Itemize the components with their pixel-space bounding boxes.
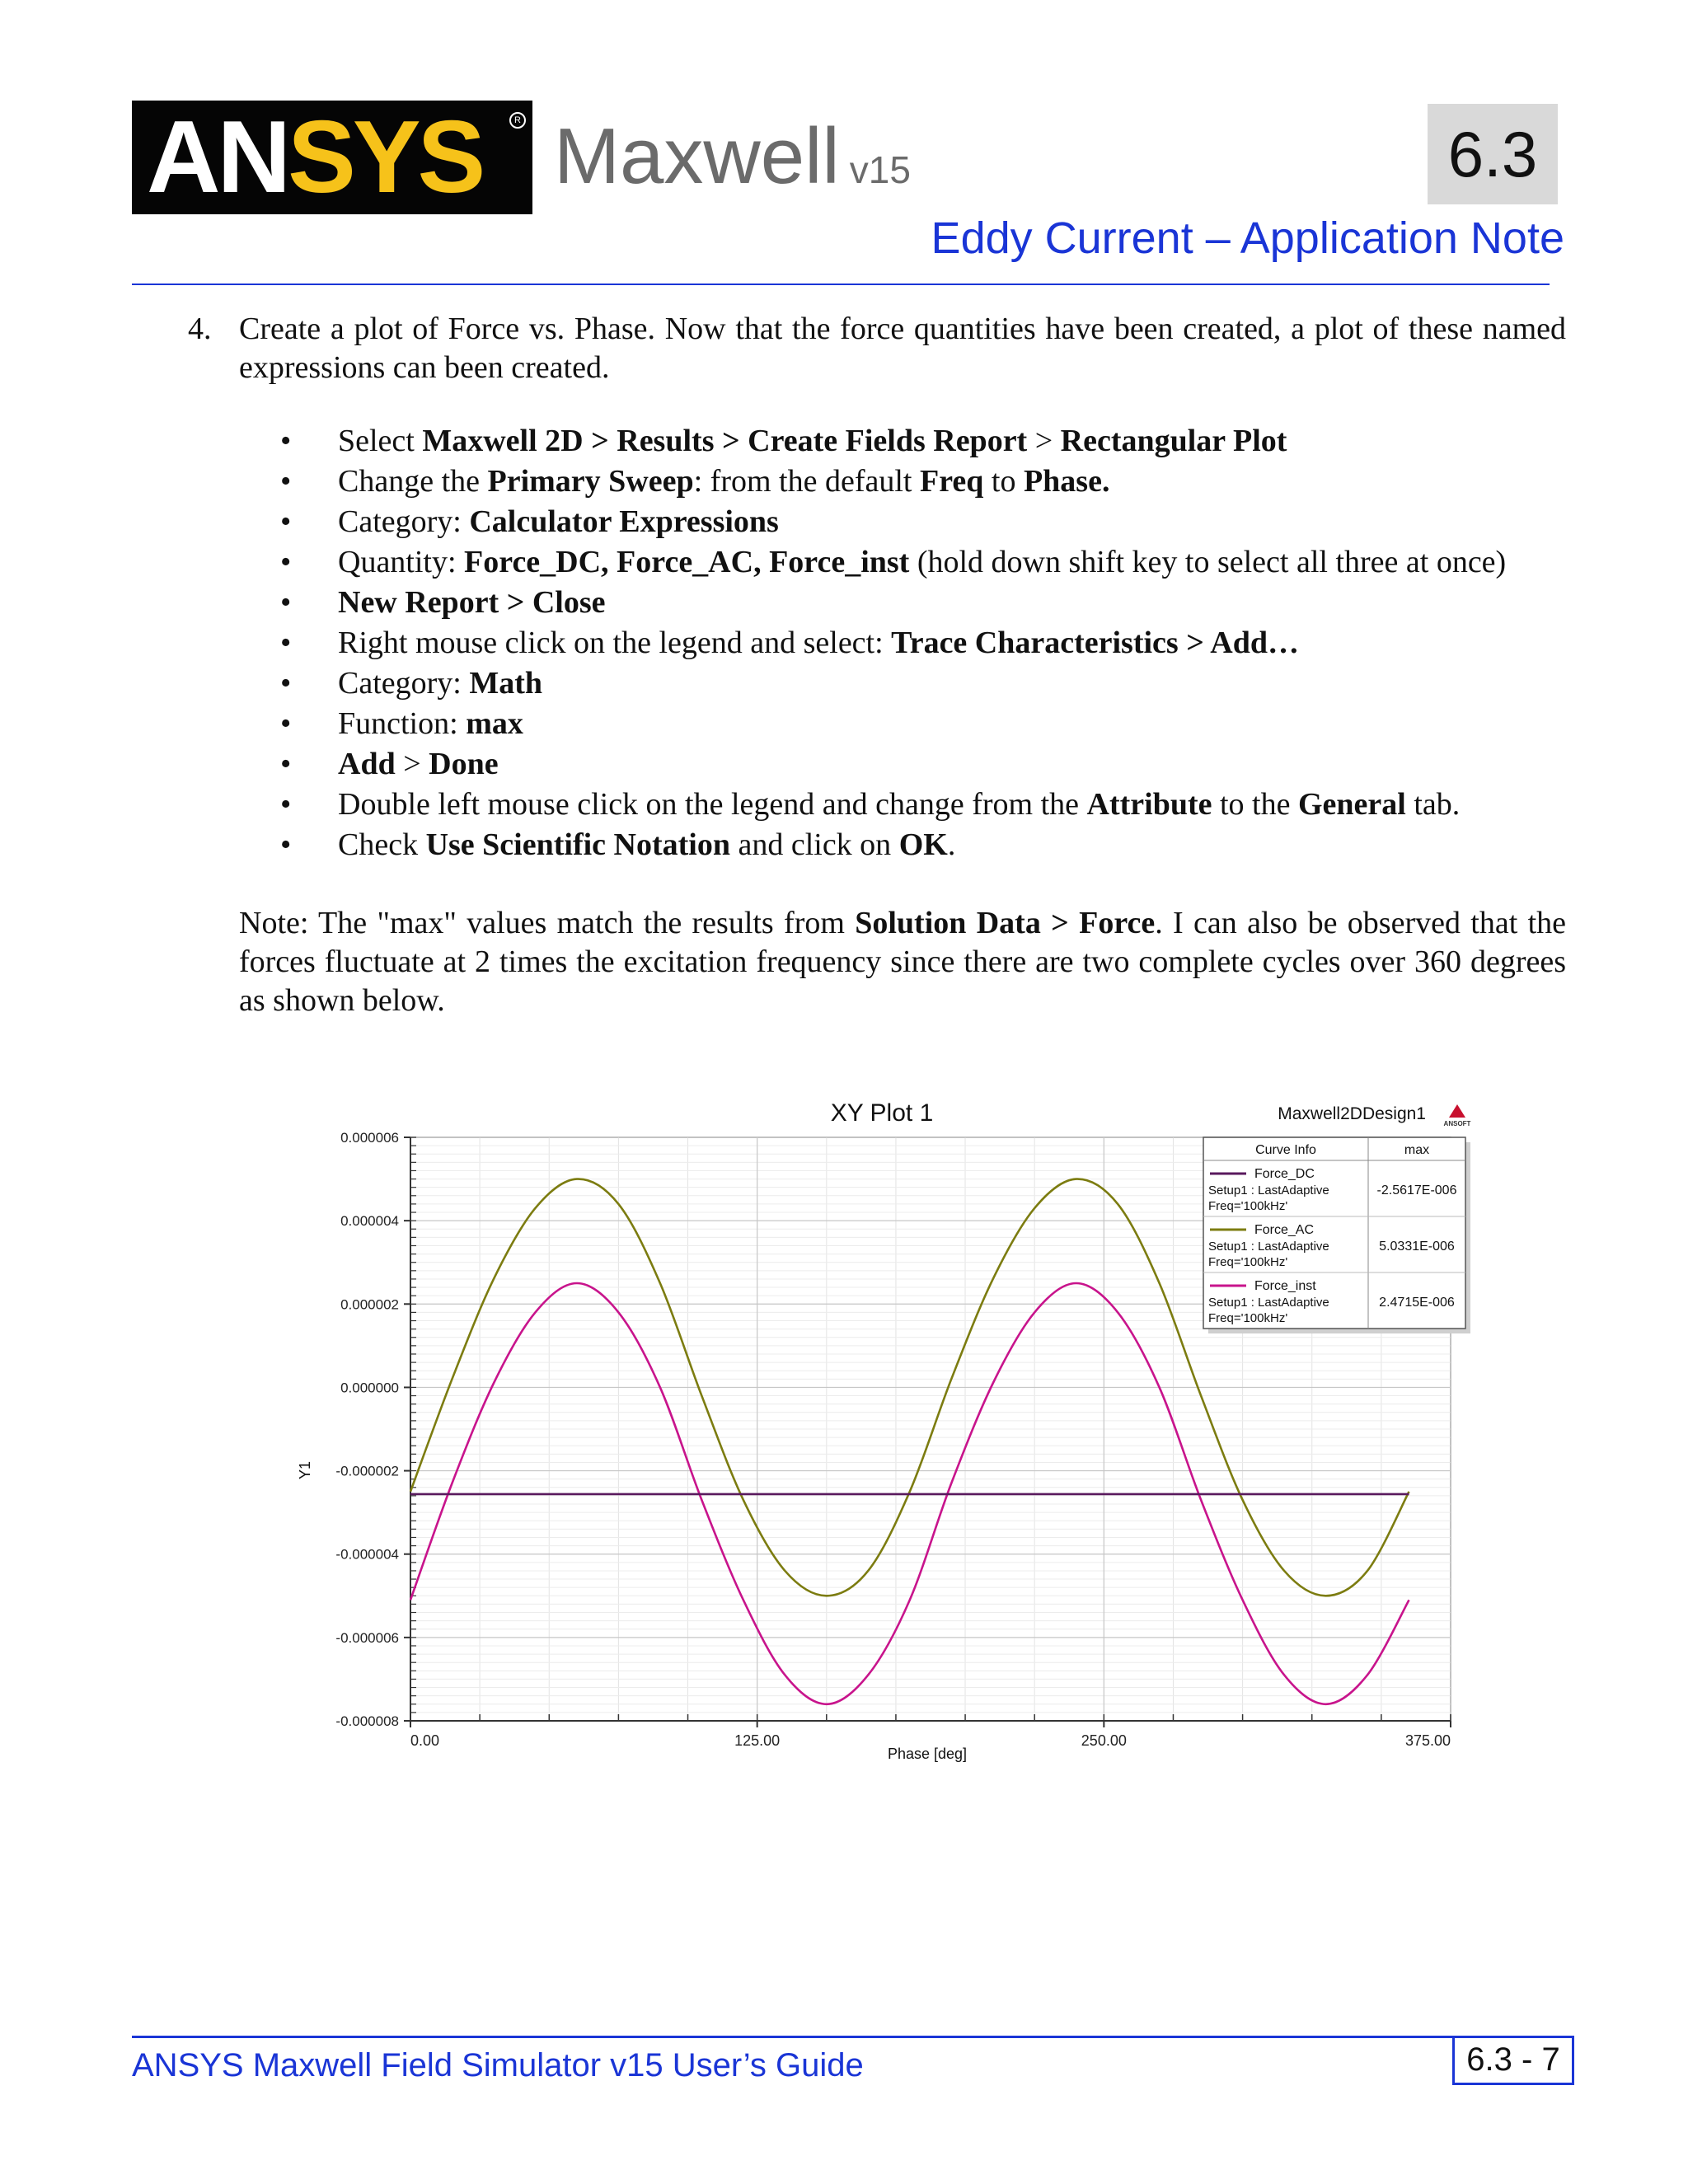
bullet-marker [239,462,338,501]
list-item-text [338,422,1566,461]
list-item-text-run: Category: [338,504,470,539]
brand-label: ANSOFT [1443,1120,1471,1127]
note-paragraph [239,904,1566,1020]
list-item-text [338,785,1566,824]
product-version: v15 [849,148,911,191]
list-item-text-run: Done [429,747,499,781]
list-item-text [338,705,1566,743]
footer-divider [132,2036,1574,2038]
registered-mark: R [509,112,526,129]
list-item [239,826,1566,866]
list-item-text-run: : from the default [693,464,920,499]
list-item-text-run: Math [469,666,543,701]
ansys-logo [132,101,532,214]
list-item-text-run: Phase. [1023,464,1110,499]
list-item-text-run: Use Scientific Notation [425,827,730,862]
legend-freq: Freq='100kHz' [1208,1311,1288,1325]
list-item-text-run: Function: [338,706,467,741]
y-tick-label: -0.000008 [335,1713,399,1729]
logo-an: AN [147,101,288,214]
list-item [239,745,1566,785]
list-item-text-run: Maxwell 2D > Results > Create Fields Report [422,424,1028,458]
list-item [239,664,1566,705]
list-item [239,462,1566,503]
bullet-marker [239,503,338,541]
list-item-text-run: Quantity: [338,545,465,579]
legend-max-value: -2.5617E-006 [1376,1183,1457,1197]
ansoft-logo-icon [1449,1104,1465,1118]
list-item-text-run: Calculator Expressions [469,504,779,539]
list-item-text-run: New Report > Close [338,585,606,620]
list-item-text [338,624,1566,663]
list-item-text [338,745,1566,784]
list-item-text-run: tab. [1405,787,1461,822]
legend-max-value: 5.0331E-006 [1379,1240,1455,1254]
list-item-text-run: to the [1212,787,1298,822]
list-item-text-run: Trace Characteristics > Add… [891,626,1299,660]
x-axis-label: Phase [deg] [887,1746,968,1762]
legend-header-max: max [1404,1143,1430,1157]
list-item-text-run: (hold down shift key to select all three at once) [909,545,1507,579]
note-text-run: . I can also be observed that the forces fluctuate at 2 times the excitation frequency since there are two complete cycles over 360 degrees as shown below. [239,906,1566,1018]
list-item-text-run: Check [338,827,426,862]
legend-max-value: 2.4715E-006 [1379,1296,1455,1310]
bullet-marker [239,624,338,663]
step-4 [188,310,1566,387]
step-number: 4. [188,312,212,346]
list-item-text-run: Change the [338,464,488,499]
chapter-number: 6.3 [1428,104,1558,204]
list-item-text-run: to [983,464,1024,499]
y-tick-label: -0.000002 [335,1463,399,1479]
list-item-text-run: Right mouse click on the legend and select: [338,626,892,660]
list-item [239,785,1566,826]
list-item-text-run: OK [898,827,948,862]
list-item-text-run: Attribute [1086,787,1212,822]
legend-series-name: Force_inst [1254,1279,1316,1293]
logo-sys: SYS [288,101,483,214]
x-tick-label: 250.00 [1081,1732,1127,1749]
legend-setup: Setup1 : LastAdaptive [1208,1296,1329,1310]
list-item-text-run: Select [338,424,423,458]
legend-header-curve-info: Curve Info [1255,1143,1316,1157]
note-text-run: Solution Data > Force [855,906,1156,940]
y-tick-label: 0.000002 [340,1296,399,1313]
x-tick-label: 375.00 [1404,1732,1451,1749]
product-name [554,112,911,211]
bullet-marker [239,583,338,622]
list-item-text-run: Primary Sweep [487,464,694,499]
list-item-text [338,664,1566,703]
bullet-marker [239,543,338,582]
logo-wordmark [147,101,482,214]
step-text: Create a plot of Force vs. Phase. Now that the force quantities have been created, a plot of these named expressions can been created. [239,312,1566,385]
legend-freq: Freq='100kHz' [1208,1199,1288,1213]
list-item [239,624,1566,664]
y-tick-label: -0.000006 [335,1629,399,1646]
bullet-marker [239,745,338,784]
list-item [239,705,1566,745]
bullet-marker [239,826,338,865]
legend-series-name: Force_DC [1254,1167,1315,1181]
list-item [239,503,1566,543]
legend-setup: Setup1 : LastAdaptive [1208,1183,1329,1197]
y-axis-label: Y1 [297,1460,313,1480]
page-number: 6.3 - 7 [1452,2036,1574,2085]
legend-setup: Setup1 : LastAdaptive [1208,1240,1329,1254]
list-item-text-run: Freq [919,464,984,499]
list-item-text [338,503,1566,541]
list-item-text [338,462,1566,501]
instruction-list [239,422,1566,866]
y-tick-label: 0.000006 [340,1130,399,1146]
list-item [239,543,1566,583]
bullet-marker [239,705,338,743]
document-body [188,310,1566,1020]
list-item-text-run: > [395,747,429,781]
xy-plot-chart [297,1096,1484,1772]
product-title: Maxwell [554,112,840,200]
list-item-text-run: General [1297,787,1406,822]
list-item-text-run: Force_DC, Force_AC, Force_inst [464,545,910,579]
list-item-text-run: . [947,827,956,862]
y-tick-label: 0.000004 [340,1213,399,1230]
list-item-text-run: > [1027,424,1061,458]
x-tick-label: 0.00 [410,1732,440,1749]
header-subtitle: Eddy Current – Application Note [931,213,1564,263]
list-item [239,583,1566,624]
x-tick-label: 125.00 [734,1732,781,1749]
design-label: Maxwell2DDesign1 [1278,1104,1426,1123]
list-item-text-run: Category: [338,666,470,701]
list-item-text-run: Rectangular Plot [1060,424,1287,458]
y-tick-label: 0.000000 [340,1380,399,1396]
list-item-text-run: and click on [729,827,899,862]
list-item-text [338,826,1566,865]
footer-title: ANSYS Maxwell Field Simulator v15 User’s Guide [132,2047,864,2083]
legend-series-name: Force_AC [1254,1223,1315,1237]
chart-title: XY Plot 1 [830,1099,934,1127]
note-text-run: Note: The "max" values match the results from [239,906,856,940]
list-item-text [338,583,1566,622]
bullet-marker [239,785,338,824]
header-divider [132,284,1550,285]
legend-freq: Freq='100kHz' [1208,1255,1288,1269]
y-tick-label: -0.000004 [335,1546,399,1563]
list-item-text-run: Add [338,747,396,781]
list-item [239,422,1566,462]
list-item-text [338,543,1566,582]
list-item-text-run: max [466,706,523,741]
bullet-marker [239,664,338,703]
bullet-marker [239,422,338,461]
list-item-text-run: Double left mouse click on the legend and change from the [338,787,1087,822]
